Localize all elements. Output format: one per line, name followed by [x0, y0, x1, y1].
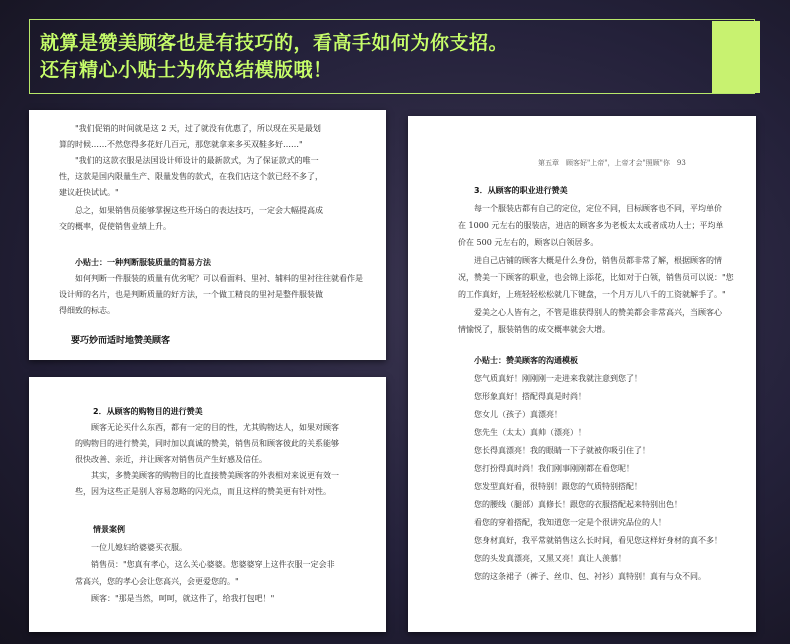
tip-line: 您身材真好，我平常就销售这么长时间，看见您这样好身材的真不多！: [474, 536, 722, 545]
tip-line: 您长得真漂亮！我的眼睛一下子就被你吸引住了！: [474, 446, 650, 455]
tip-line: 您打扮得真时尚！我们刚事刚刚都在看您呢！: [474, 464, 634, 473]
paragraph-line: 进自己店铺的顾客大概是什么身份，销售员都非常了解，根据顾客的情: [474, 256, 722, 265]
tip-line: 您的头发真漂亮，又黑又亮！真让人羡慕！: [474, 554, 626, 563]
paragraph-line: 价在 500 元左右的，顾客以白领居多。: [458, 238, 599, 247]
tip-line: 您发型真好看，很特别！跟您的气质特别搭配！: [474, 482, 642, 491]
paragraph-line: 其实，多赞美顾客的购物目的比直接赞美顾客的外表相对来说更有效一: [91, 471, 339, 480]
paragraph-line: 顾客无论买什么东西，都有一定的目的性，尤其购物达人，如果对顾客: [91, 423, 339, 432]
section-title: 要巧妙而适时地赞美顾客: [71, 336, 171, 346]
paragraph-line: 交的概率，促使销售业绩上升。: [59, 222, 171, 231]
tip-title: 小贴士：赞美顾客的沟通模板: [474, 356, 578, 365]
headline-text: [40, 30, 508, 84]
paragraph-line: 很快改善、亲近，并让顾客对销售员产生好感及信任。: [75, 455, 267, 464]
paragraph-line: 爱美之心人皆有之，不管是谁获得别人的赞美都会非常高兴，当顾客心: [474, 308, 722, 317]
case-line: 一位儿媳妇给婆婆买衣服。: [91, 543, 187, 552]
book-page-2: [29, 377, 386, 632]
paragraph-line: 每一个服装店都有自己的定位，定位不同，目标顾客也不同，平均单价: [474, 204, 722, 213]
case-line: 销售员："您真有孝心，这么关心婆婆。您婆婆穿上这件衣服一定会非: [91, 560, 335, 569]
paragraph-line: 性，这款是国内限量生产、限量发售的款式，在我们店这个款已经不多了，: [59, 172, 323, 181]
paragraph-line: 总之，如果销售员能够掌握这些开场白的表达技巧，一定会大幅提高成: [75, 206, 323, 215]
tip-line: 您先生（太太）真帅（漂亮）！: [474, 428, 586, 437]
section-heading: 3．从顾客的职业进行赞美: [474, 186, 568, 195]
paragraph-line: 些，因为这些正是别人容易忽略的闪光点，而且这样的赞美更有针对性。: [75, 487, 331, 496]
headline-line-2: 还有精心小贴士为你总结模版哦！: [40, 59, 333, 81]
book-page-1: [29, 110, 386, 360]
headline-banner: [29, 19, 755, 94]
book-page-3: [408, 116, 756, 632]
case-line: 常高兴，您的孝心会让您高兴，会更爱您的。": [75, 577, 239, 586]
tip-line: 设计师的名片，也是判断质量的好方法，一个做工精良的里衬是整件服装做: [59, 290, 323, 299]
tip-line: 看您的穿着搭配，我知道您一定是个很讲究品位的人！: [474, 518, 666, 527]
tip-line: 您气质真好！刚刚刚一走进来我就注意到您了！: [474, 374, 642, 383]
paragraph-line: "我们促销的时间就是这 2 天，过了就没有优惠了，所以现在买是最划: [75, 124, 321, 133]
paragraph-line: 的购物目的进行赞美，同时加以真诚的赞美，销售员和顾客彼此的关系能够: [75, 439, 339, 448]
tip-line: 您的这条裙子（裤子、丝巾、包、衬衫）真特别！真有与众不同。: [474, 572, 706, 581]
tip-line: 您女儿（孩子）真漂亮！: [474, 410, 562, 419]
tip-line: 得细致的标志。: [59, 306, 115, 315]
running-head: 第五章 顾客好"上帝"，上帝才会"照顾"你 93: [538, 159, 686, 167]
tip-line: 您的腰线（腿部）真修长！跟您的衣服搭配起来特别出色！: [474, 500, 682, 509]
paragraph-line: "我们的这款衣服是法国设计师设计的最新款式，为了保证款式的唯一: [75, 156, 319, 165]
tip-line: 如何判断一件服装的质量有优劣呢？可以看面料、里衬、辅料的里衬往往就看作是: [75, 274, 363, 283]
tip-line: 您形象真好！搭配得真是时尚！: [474, 392, 586, 401]
paragraph-line: 况，赞美一下顾客的职业，也会锦上添花，比如对于白领，销售员可以说："您: [458, 273, 734, 282]
section-heading: 2．从顾客的购物目的进行赞美: [93, 407, 203, 416]
paragraph-line: 算的时候……不然您得多花好几百元，那您就拿来多买双鞋多好……": [59, 140, 303, 149]
accent-block: [712, 21, 760, 93]
paragraph-line: 在 1000 元左右的服装店，进店的顾客多为老板太太或者成功人士；平均单: [458, 221, 724, 230]
paragraph-line: 情愉悦了，服装销售的成交概率就会大增。: [458, 325, 610, 334]
paragraph-line: 的工作真好，上班轻轻松松就几下键盘，一个月万儿八千的工资就解手了。": [458, 290, 726, 299]
case-title: 情景案例: [93, 525, 125, 534]
headline-line-1: 就算是赞美顾客也是有技巧的，看高手如何为你支招。: [40, 32, 509, 54]
paragraph-line: 建议赶快试试。": [59, 188, 119, 197]
case-line: 顾客："那是当然，呵呵，就这件了，给我打包吧！": [91, 594, 275, 603]
tip-title: 小贴士：一种判断服装质量的简易方法: [75, 258, 211, 267]
